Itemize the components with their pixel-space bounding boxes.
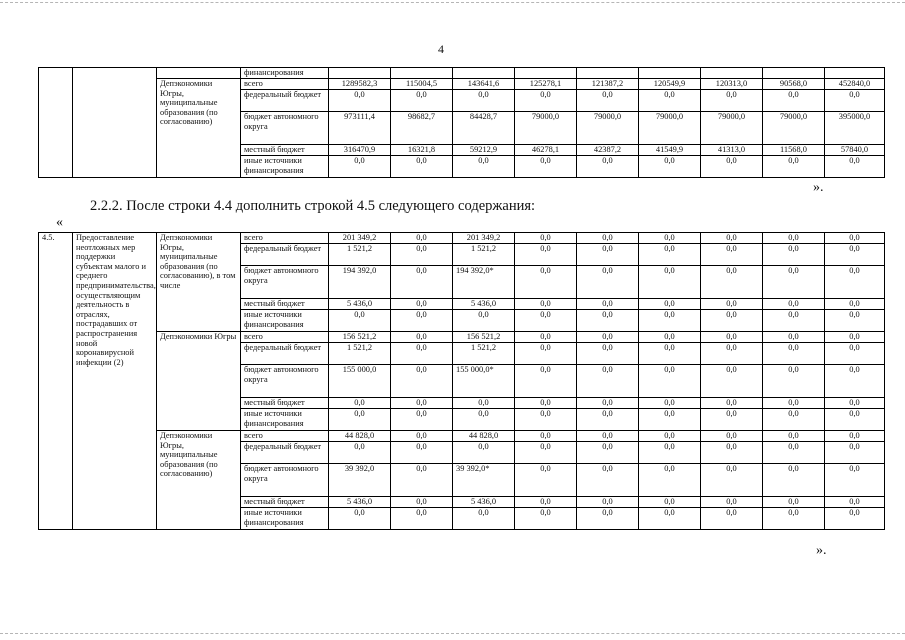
value-cell: 0,0 (639, 497, 701, 508)
table-row (39, 68, 885, 79)
value-cell: 0,0 (763, 233, 825, 244)
value-cell: 11568,0 (763, 145, 825, 156)
row-number-cell (39, 68, 73, 178)
value-cell: 0,0 (701, 233, 763, 244)
value-cell: 1 521,2 (453, 343, 515, 365)
value-cell: 194 392,0 (329, 266, 391, 299)
value-cell: 0,0 (515, 332, 577, 343)
value-cell: 0,0 (763, 442, 825, 464)
value-cell: 0,0 (639, 90, 701, 112)
value-cell: 0,0 (515, 310, 577, 332)
value-cell: 0,0 (825, 497, 885, 508)
value-cell: 84428,7 (453, 112, 515, 145)
value-cell: 120549,9 (639, 79, 701, 90)
value-cell (515, 68, 577, 79)
value-cell: 0,0 (329, 156, 391, 178)
source-label: бюджет автономного округа (241, 464, 329, 497)
value-cell: 0,0 (515, 431, 577, 442)
value-cell: 0,0 (639, 464, 701, 497)
executor-cell: Депэкономики Югры, муниципальные образования (по согласованию) (157, 79, 241, 178)
value-cell: 201 349,2 (453, 233, 515, 244)
measure-cell (73, 68, 157, 178)
value-cell: 0,0 (701, 508, 763, 530)
value-cell: 155 000,0 (329, 365, 391, 398)
value-cell: 0,0 (763, 244, 825, 266)
value-cell: 0,0 (391, 442, 453, 464)
value-cell: 0,0 (825, 233, 885, 244)
value-cell: 5 436,0 (453, 299, 515, 310)
amendment-heading: 2.2.2. После строки 4.4 дополнить строкой 4.5 следующего содержания: (90, 198, 536, 214)
value-cell (391, 68, 453, 79)
value-cell: 0,0 (639, 365, 701, 398)
value-cell: 0,0 (577, 409, 639, 431)
value-cell: 44 828,0 (329, 431, 391, 442)
funding-table-continuation (38, 67, 885, 178)
value-cell: 0,0 (577, 365, 639, 398)
closing-quote: ». (813, 180, 824, 195)
value-cell: 0,0 (515, 233, 577, 244)
value-cell: 0,0 (701, 343, 763, 365)
value-cell (701, 68, 763, 79)
value-cell: 79000,0 (577, 112, 639, 145)
value-cell: 0,0 (763, 464, 825, 497)
value-cell: 0,0 (639, 442, 701, 464)
value-cell: 0,0 (639, 233, 701, 244)
value-cell: 0,0 (515, 508, 577, 530)
value-cell: 1 521,2 (329, 343, 391, 365)
value-cell: 0,0 (763, 497, 825, 508)
value-cell: 0,0 (825, 310, 885, 332)
value-cell: 0,0 (639, 332, 701, 343)
value-cell: 0,0 (577, 156, 639, 178)
value-cell: 0,0 (701, 244, 763, 266)
value-cell: 46278,1 (515, 145, 577, 156)
value-cell: 0,0 (577, 299, 639, 310)
value-cell: 16321,8 (391, 145, 453, 156)
value-cell: 0,0 (515, 409, 577, 431)
value-cell: 0,0 (701, 442, 763, 464)
value-cell: 0,0 (515, 299, 577, 310)
value-cell: 42387,2 (577, 145, 639, 156)
source-label: федеральный бюджет (241, 244, 329, 266)
value-cell: 125278,1 (515, 79, 577, 90)
value-cell: 5 436,0 (329, 299, 391, 310)
value-cell: 0,0 (453, 508, 515, 530)
table-row (39, 79, 885, 90)
value-cell: 0,0 (577, 508, 639, 530)
value-cell: 0,0 (515, 343, 577, 365)
value-cell: 59212,9 (453, 145, 515, 156)
opening-quote: « (56, 215, 63, 230)
table-row (39, 233, 885, 244)
source-label: всего (241, 233, 329, 244)
value-cell: 1 521,2 (329, 244, 391, 266)
value-cell: 0,0 (701, 464, 763, 497)
source-label: федеральный бюджет (241, 343, 329, 365)
value-cell: 0,0 (763, 343, 825, 365)
source-label: всего (241, 332, 329, 343)
source-label: федеральный бюджет (241, 442, 329, 464)
value-cell: 120313,0 (701, 79, 763, 90)
value-cell: 201 349,2 (329, 233, 391, 244)
value-cell: 0,0 (763, 299, 825, 310)
value-cell: 0,0 (577, 343, 639, 365)
value-cell: 0,0 (701, 497, 763, 508)
value-cell: 0,0 (763, 90, 825, 112)
value-cell: 41549,9 (639, 145, 701, 156)
value-cell: 0,0 (391, 343, 453, 365)
value-cell: 121387,2 (577, 79, 639, 90)
value-cell (577, 68, 639, 79)
value-cell (639, 68, 701, 79)
value-cell: 0,0 (825, 90, 885, 112)
value-cell: 79000,0 (701, 112, 763, 145)
value-cell: 0,0 (577, 398, 639, 409)
value-cell: 0,0 (825, 431, 885, 442)
executor-cell-empty (157, 68, 241, 79)
value-cell: 0,0 (515, 464, 577, 497)
value-cell: 1289582,3 (329, 79, 391, 90)
value-cell: 0,0 (639, 310, 701, 332)
value-cell: 0,0 (639, 266, 701, 299)
value-cell: 5 436,0 (329, 497, 391, 508)
value-cell: 0,0 (639, 244, 701, 266)
value-cell: 0,0 (515, 90, 577, 112)
value-cell: 0,0 (701, 332, 763, 343)
value-cell: 0,0 (391, 409, 453, 431)
value-cell: 0,0 (825, 343, 885, 365)
value-cell: 0,0 (391, 90, 453, 112)
value-cell: 395000,0 (825, 112, 885, 145)
value-cell: 0,0 (391, 310, 453, 332)
scan-edge-bottom (0, 633, 905, 634)
value-cell: 39 392,0* (453, 464, 515, 497)
value-cell: 143641,6 (453, 79, 515, 90)
value-cell: 0,0 (763, 508, 825, 530)
value-cell: 0,0 (515, 156, 577, 178)
value-cell: 0,0 (825, 332, 885, 343)
value-cell: 155 000,0* (453, 365, 515, 398)
value-cell: 0,0 (825, 464, 885, 497)
source-label: иные источники финансирования (241, 409, 329, 431)
value-cell: 0,0 (391, 299, 453, 310)
value-cell: 79000,0 (639, 112, 701, 145)
value-cell: 0,0 (763, 398, 825, 409)
value-cell: 0,0 (701, 310, 763, 332)
page-number: 4 (438, 42, 444, 56)
value-cell: 0,0 (825, 299, 885, 310)
value-cell: 0,0 (763, 156, 825, 178)
value-cell: 0,0 (391, 244, 453, 266)
value-cell: 0,0 (453, 442, 515, 464)
value-cell: 0,0 (453, 409, 515, 431)
value-cell: 0,0 (577, 90, 639, 112)
value-cell: 0,0 (577, 244, 639, 266)
value-cell: 0,0 (391, 497, 453, 508)
value-cell: 452840,0 (825, 79, 885, 90)
value-cell: 41313,0 (701, 145, 763, 156)
value-cell: 0,0 (639, 431, 701, 442)
value-cell: 0,0 (701, 156, 763, 178)
source-label: бюджет автономного округа (241, 266, 329, 299)
source-label: местный бюджет (241, 398, 329, 409)
value-cell: 0,0 (577, 310, 639, 332)
value-cell: 0,0 (577, 431, 639, 442)
value-cell: 0,0 (515, 497, 577, 508)
value-cell: 0,0 (763, 310, 825, 332)
value-cell (825, 68, 885, 79)
source-label: иные источники финансирования (241, 310, 329, 332)
funding-table-row-4-5 (38, 232, 885, 530)
value-cell: 90568,0 (763, 79, 825, 90)
value-cell: 0,0 (453, 310, 515, 332)
value-cell: 44 828,0 (453, 431, 515, 442)
scan-edge-top (0, 2, 905, 3)
value-cell: 0,0 (329, 398, 391, 409)
value-cell: 0,0 (825, 398, 885, 409)
row-number-cell: 4.5. (39, 233, 73, 530)
value-cell: 0,0 (577, 233, 639, 244)
value-cell: 0,0 (391, 431, 453, 442)
value-cell: 194 392,0* (453, 266, 515, 299)
value-cell: 79000,0 (763, 112, 825, 145)
value-cell: 0,0 (639, 409, 701, 431)
value-cell: 0,0 (577, 497, 639, 508)
measure-cell: Предоставление неотложных мер поддержки субъектам малого и среднего предпринимательства, осуществляющим деятельность в отраслях, пострадавших от распространения новой коронавирусной инфекции (2) (73, 233, 157, 530)
value-cell: 0,0 (329, 442, 391, 464)
source-label: федеральный бюджет (241, 90, 329, 112)
value-cell: 98682,7 (391, 112, 453, 145)
value-cell: 0,0 (329, 508, 391, 530)
source-label: бюджет автономного округа (241, 112, 329, 145)
value-cell: 39 392,0 (329, 464, 391, 497)
value-cell: 0,0 (391, 508, 453, 530)
value-cell: 0,0 (639, 508, 701, 530)
value-cell: 0,0 (515, 398, 577, 409)
value-cell: 0,0 (577, 442, 639, 464)
value-cell: 0,0 (763, 409, 825, 431)
value-cell (329, 68, 391, 79)
value-cell: 0,0 (763, 365, 825, 398)
value-cell: 0,0 (329, 310, 391, 332)
source-label: местный бюджет (241, 299, 329, 310)
executor-cell: Депэкономики Югры, муниципальные образования (по согласованию) (157, 431, 241, 530)
value-cell: 0,0 (825, 244, 885, 266)
source-label: иные источники финансирования (241, 156, 329, 178)
value-cell: 0,0 (639, 343, 701, 365)
value-cell: 1 521,2 (453, 244, 515, 266)
value-cell: 0,0 (825, 156, 885, 178)
value-cell: 79000,0 (515, 112, 577, 145)
table-row (39, 332, 885, 343)
value-cell: 0,0 (453, 156, 515, 178)
value-cell: 0,0 (391, 464, 453, 497)
source-label: всего (241, 79, 329, 90)
value-cell: 0,0 (701, 431, 763, 442)
value-cell: 0,0 (391, 156, 453, 178)
value-cell: 0,0 (329, 90, 391, 112)
source-label: иные источники финансирования (241, 508, 329, 530)
value-cell: 0,0 (391, 266, 453, 299)
value-cell: 0,0 (825, 508, 885, 530)
value-cell: 0,0 (639, 398, 701, 409)
source-label: местный бюджет (241, 145, 329, 156)
source-label: финансирования (241, 68, 329, 79)
value-cell: 0,0 (453, 90, 515, 112)
value-cell: 0,0 (577, 266, 639, 299)
value-cell: 973111,4 (329, 112, 391, 145)
value-cell: 0,0 (329, 409, 391, 431)
value-cell: 0,0 (701, 398, 763, 409)
value-cell (453, 68, 515, 79)
executor-cell: Депэкономики Югры (157, 332, 241, 431)
value-cell: 0,0 (825, 266, 885, 299)
value-cell: 0,0 (825, 409, 885, 431)
value-cell: 0,0 (701, 266, 763, 299)
value-cell: 0,0 (701, 90, 763, 112)
value-cell: 0,0 (515, 266, 577, 299)
value-cell: 115004,5 (391, 79, 453, 90)
value-cell: 156 521,2 (329, 332, 391, 343)
source-label: бюджет автономного округа (241, 365, 329, 398)
source-label: всего (241, 431, 329, 442)
value-cell: 57840,0 (825, 145, 885, 156)
value-cell: 0,0 (701, 299, 763, 310)
value-cell: 0,0 (825, 365, 885, 398)
value-cell: 0,0 (577, 332, 639, 343)
value-cell: 0,0 (577, 464, 639, 497)
value-cell (763, 68, 825, 79)
value-cell: 0,0 (639, 156, 701, 178)
value-cell: 0,0 (391, 233, 453, 244)
value-cell: 0,0 (391, 332, 453, 343)
value-cell: 0,0 (515, 244, 577, 266)
table-row (39, 431, 885, 442)
value-cell: 0,0 (701, 409, 763, 431)
value-cell: 0,0 (763, 332, 825, 343)
value-cell: 0,0 (639, 299, 701, 310)
value-cell: 5 436,0 (453, 497, 515, 508)
value-cell: 0,0 (701, 365, 763, 398)
value-cell: 0,0 (763, 266, 825, 299)
executor-cell: Депэкономики Югры, муниципальные образования (по согласованию), в том числе (157, 233, 241, 332)
value-cell: 316470,9 (329, 145, 391, 156)
value-cell: 0,0 (825, 442, 885, 464)
value-cell: 156 521,2 (453, 332, 515, 343)
closing-quote-bottom: ». (816, 543, 827, 558)
value-cell: 0,0 (763, 431, 825, 442)
value-cell: 0,0 (391, 365, 453, 398)
value-cell: 0,0 (515, 442, 577, 464)
value-cell: 0,0 (391, 398, 453, 409)
value-cell: 0,0 (515, 365, 577, 398)
value-cell: 0,0 (453, 398, 515, 409)
source-label: местный бюджет (241, 497, 329, 508)
